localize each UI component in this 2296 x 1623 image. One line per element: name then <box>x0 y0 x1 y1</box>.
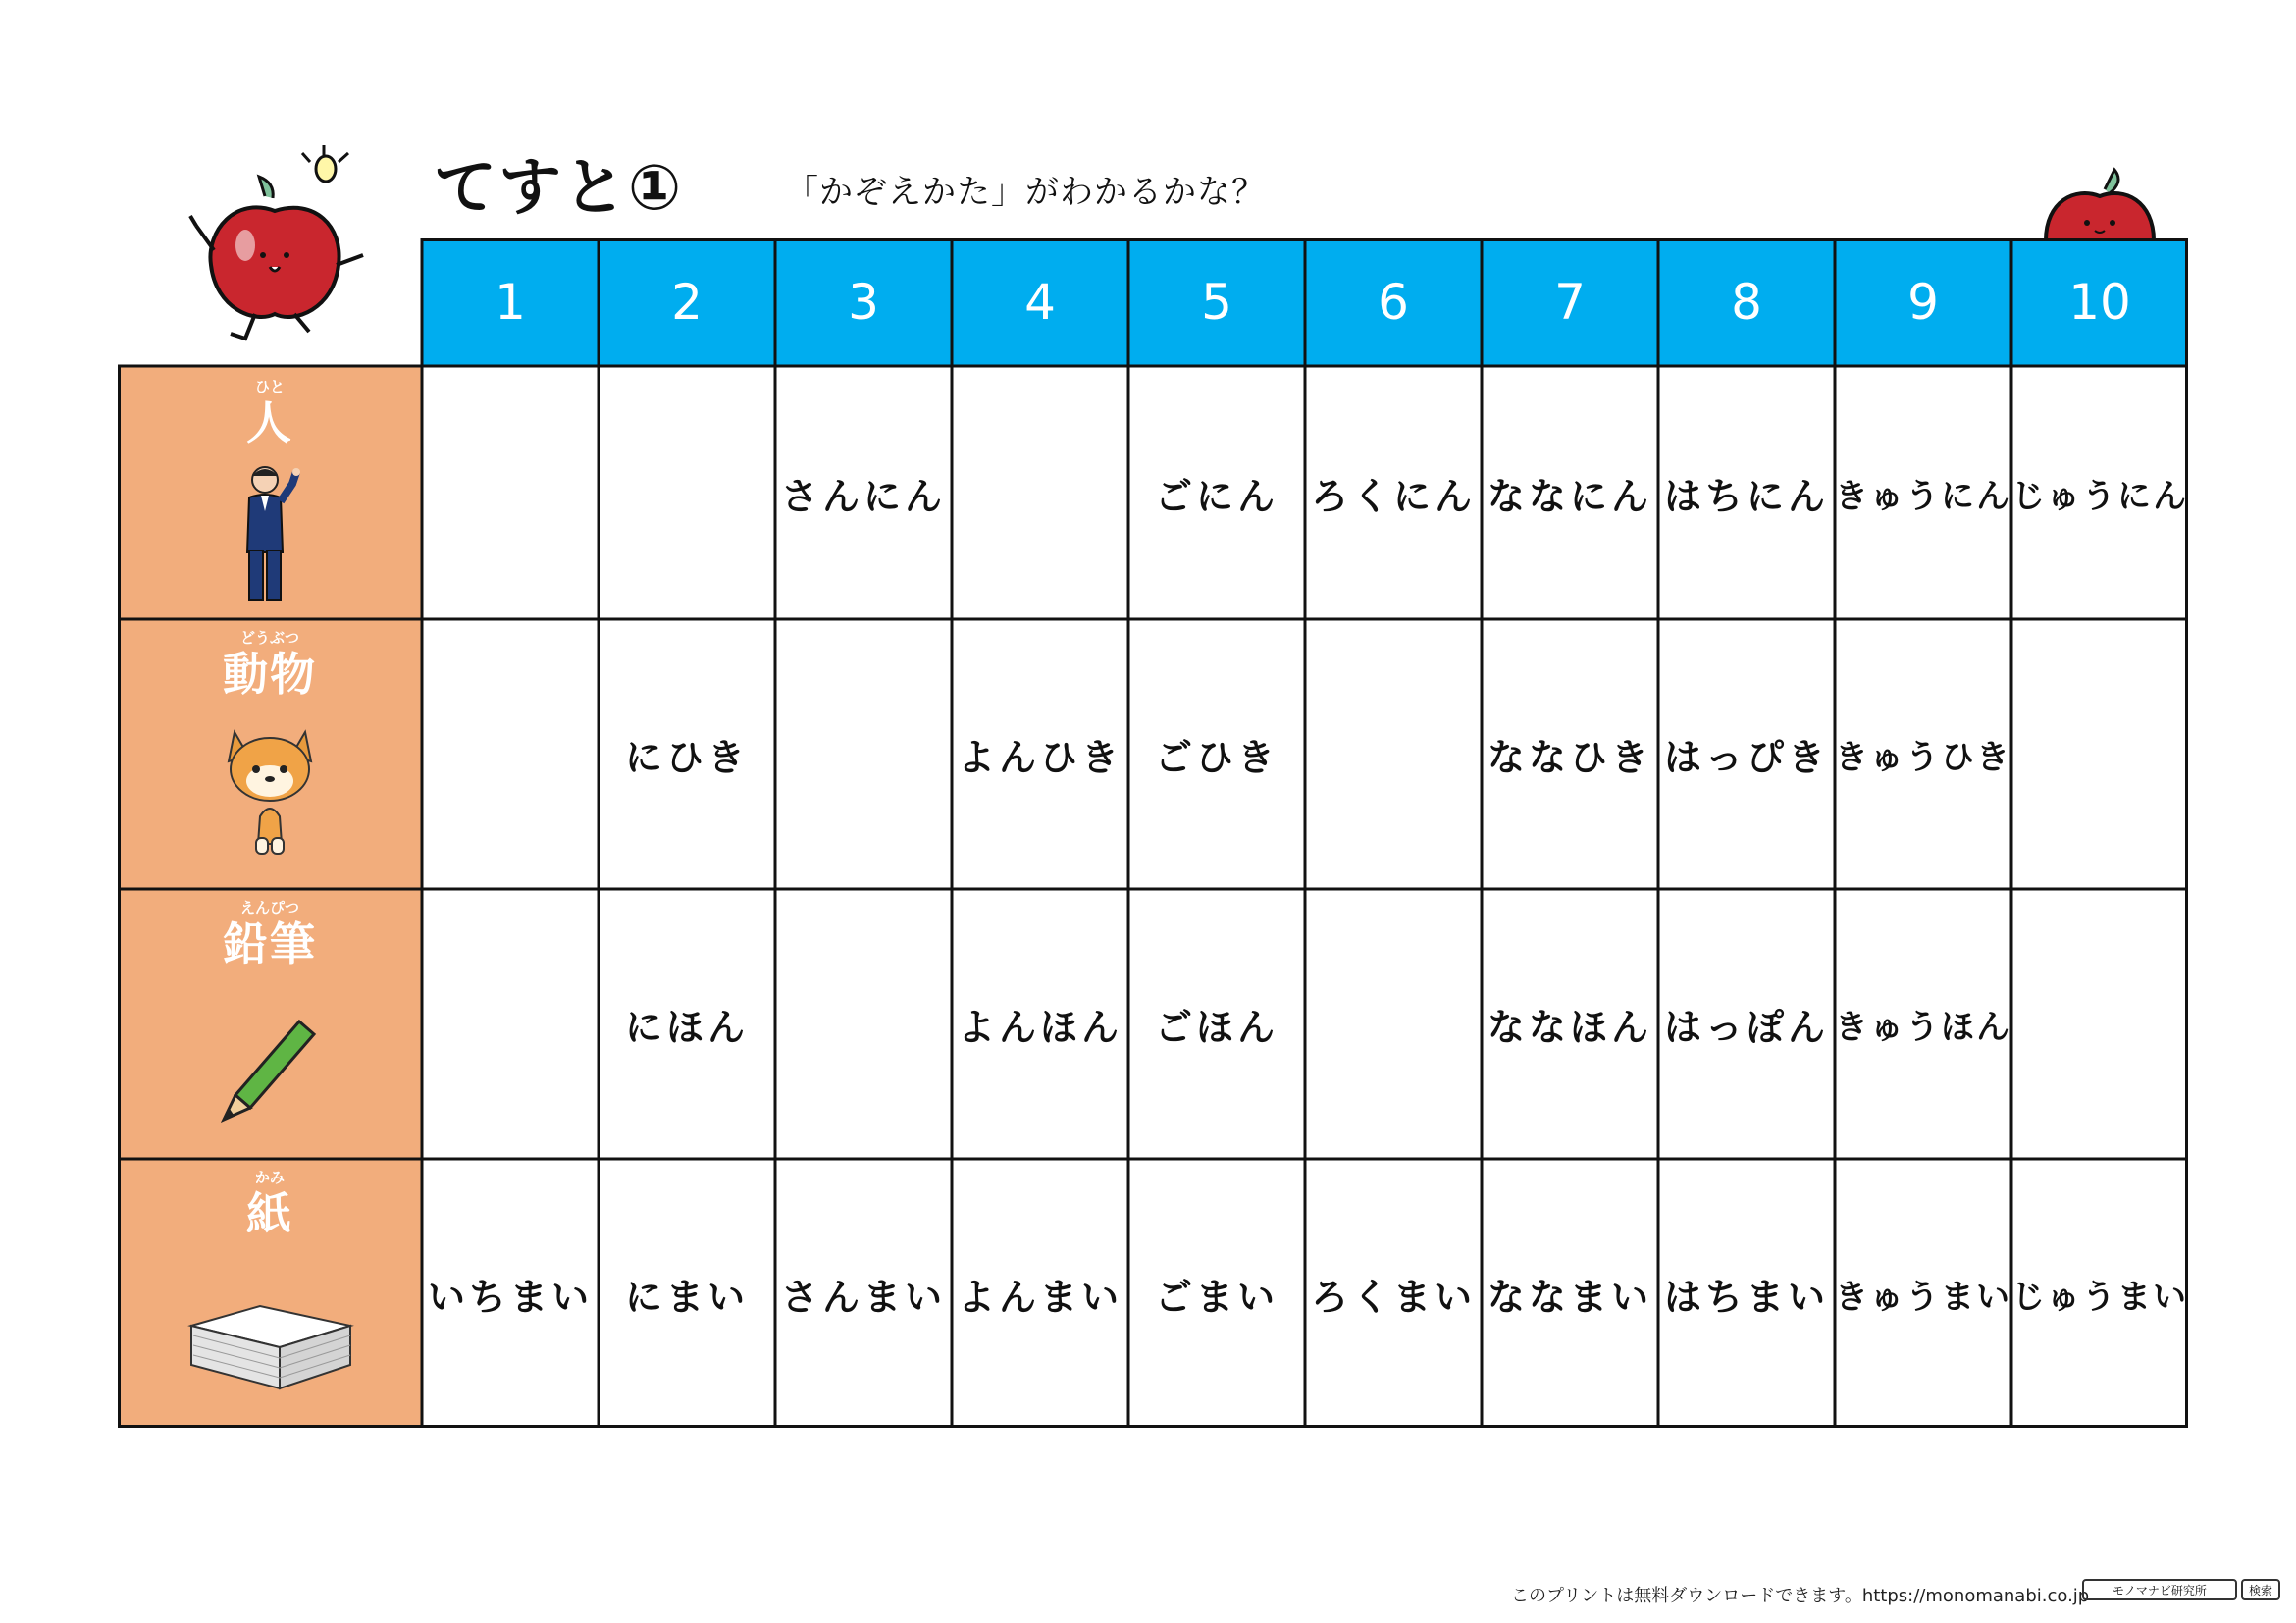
column-header-5: 5 <box>1128 238 1305 366</box>
answer-cell: はっぴき <box>1658 619 1835 889</box>
answer-cell: さんにん <box>775 366 952 619</box>
column-header-4: 4 <box>952 238 1128 366</box>
answer-cell: じゅうまい <box>2011 1159 2188 1428</box>
counting-table <box>118 238 2188 1428</box>
answer-cell: はちにん <box>1658 366 1835 619</box>
answer-cell: にほん <box>599 889 775 1159</box>
row-label: 紙 <box>246 1187 293 1240</box>
answer-cell: ななひき <box>1482 619 1658 889</box>
apple-peek-icon <box>2036 162 2164 240</box>
row-furigana: どうぶつ <box>239 629 299 647</box>
answer-cell: はちまい <box>1658 1159 1835 1428</box>
answer-cell: よんまい <box>952 1159 1128 1428</box>
answer-cell: さんまい <box>775 1159 952 1428</box>
column-header-7: 7 <box>1482 238 1658 366</box>
row-furigana: かみ <box>254 1169 285 1186</box>
column-header-8: 8 <box>1658 238 1835 366</box>
answer-cell: ごにん <box>1128 366 1305 619</box>
answer-cell: ろくまい <box>1305 1159 1482 1428</box>
answer-cell: きゅうにん <box>1835 366 2011 619</box>
column-header-3: 3 <box>775 238 952 366</box>
answer-cell: はっぽん <box>1658 889 1835 1159</box>
search-box: モノマナビ研究所 <box>2082 1579 2237 1600</box>
answer-cell: ななほん <box>1482 889 1658 1159</box>
column-header-1: 1 <box>422 238 599 366</box>
answer-cell: ごほん <box>1128 889 1305 1159</box>
row-label: 人 <box>246 396 293 449</box>
page-subtitle: 「かぞえかた」がわかるかな？ <box>785 173 1266 212</box>
table-grid-lines <box>118 238 2188 1428</box>
answer-cell: ごまい <box>1128 1159 1305 1428</box>
answer-cell: いちまい <box>422 1159 599 1428</box>
column-header-2: 2 <box>599 238 775 366</box>
answer-cell: よんほん <box>952 889 1128 1159</box>
answer-cell: ろくにん <box>1305 366 1482 619</box>
row-furigana: ひと <box>254 378 285 395</box>
footer-note: このプリントは無料ダウンロードできます。https://monomanabi.co.jp <box>1511 1586 2090 1606</box>
answer-cell: じゅうにん <box>2011 366 2188 619</box>
row-label: 動物 <box>223 648 317 701</box>
search-button: 検索 <box>2241 1579 2280 1600</box>
answer-cell: にまい <box>599 1159 775 1428</box>
column-header-9: 9 <box>1835 238 2011 366</box>
answer-cell: にひき <box>599 619 775 889</box>
answer-cell: ななまい <box>1482 1159 1658 1428</box>
answer-cell: きゅうまい <box>1835 1159 2011 1428</box>
answer-cell: ごひき <box>1128 619 1305 889</box>
column-header-6: 6 <box>1305 238 1482 366</box>
row-furigana: えんぴつ <box>239 899 299 916</box>
answer-cell: きゅうひき <box>1835 619 2011 889</box>
column-header-10: 10 <box>2011 238 2188 366</box>
row-label: 鉛筆 <box>223 917 317 970</box>
page-title: てすと① <box>434 152 684 225</box>
answer-cell: よんひき <box>952 619 1128 889</box>
answer-cell: ななにん <box>1482 366 1658 619</box>
answer-cell: きゅうほん <box>1835 889 2011 1159</box>
